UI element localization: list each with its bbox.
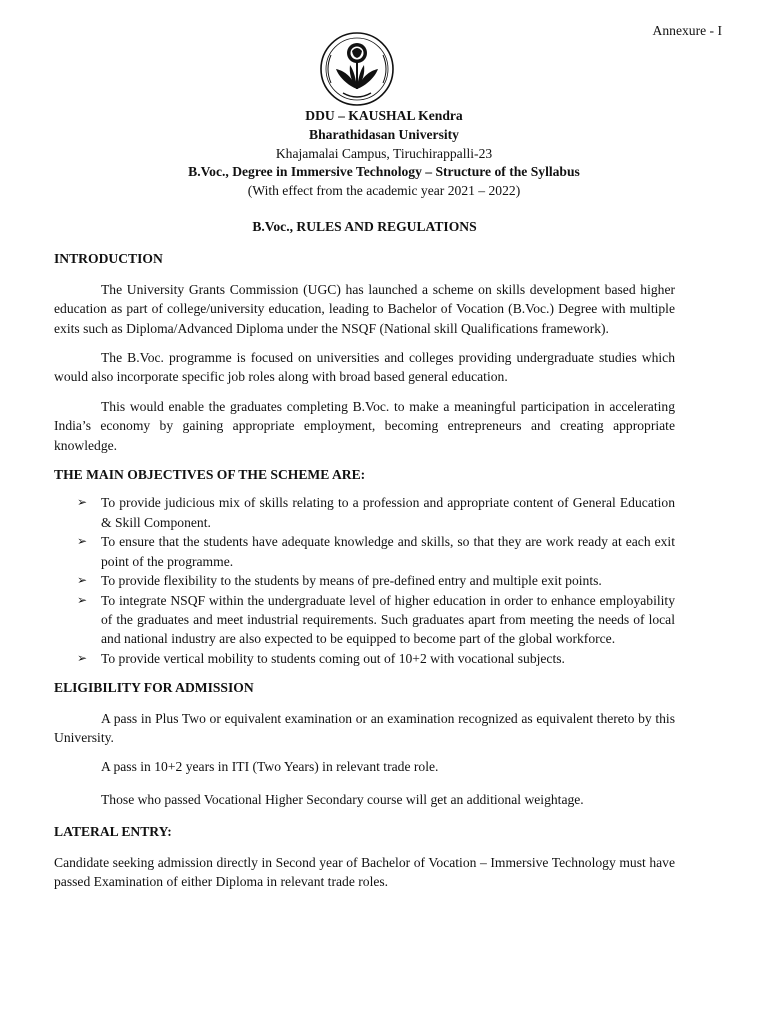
document-title: B.Voc., RULES AND REGULATIONS bbox=[252, 219, 477, 234]
eligibility-paragraph: Those who passed Vocational Higher Secondary course will get an additional weightage. bbox=[101, 791, 584, 807]
objective-item bbox=[54, 493, 675, 532]
arrow-bullet-icon: ➢ bbox=[77, 534, 88, 549]
header-effective-year: (With effect from the academic year 2021 – 2022) bbox=[247, 183, 521, 199]
eligibility-paragraph: A pass in Plus Two or equivalent examination or an examination recognized as equivalent thereto by this University. bbox=[54, 710, 675, 745]
arrow-bullet-icon: ➢ bbox=[77, 495, 88, 510]
arrow-bullet-icon: ➢ bbox=[77, 573, 88, 588]
lateral-entry-heading: LATERAL ENTRY: bbox=[54, 824, 172, 840]
eligibility-heading: ELIGIBILITY FOR ADMISSION bbox=[54, 680, 254, 696]
header-university-name: Bharathidasan University bbox=[309, 126, 459, 142]
objective-text: To integrate NSQF within the undergraduate level of higher education in order to enhance employability of the graduates and meet industrial requirements. Such graduates apart from meeting the needs of local and national industry are also expected to be equipped to become part of the global workforce. bbox=[101, 592, 675, 647]
arrow-bullet-icon: ➢ bbox=[77, 592, 88, 607]
objective-item bbox=[54, 591, 675, 649]
objective-text: To provide flexibility to the students by means of pre-defined entry and multiple exit points. bbox=[101, 573, 602, 589]
objective-text: To provide vertical mobility to students coming out of 10+2 with vocational subjects. bbox=[101, 650, 565, 666]
annexure-label: Annexure - I bbox=[652, 23, 722, 38]
university-emblem-icon bbox=[319, 31, 395, 107]
introduction-paragraph: The B.Voc. programme is focused on universities and colleges providing undergraduate studies which would also incorporate specific job roles along with broad based general education. bbox=[54, 350, 675, 385]
header-centre-name: DDU – KAUSHAL Kendra bbox=[305, 108, 463, 123]
introduction-paragraph: This would enable the graduates completing B.Voc. to make a meaningful participation in accelerating India’s economy by gaining appropriate employment, becoming entrepreneurs and creating appropriate knowledge. bbox=[54, 398, 675, 453]
document-header bbox=[0, 107, 768, 201]
introduction-heading: INTRODUCTION bbox=[54, 251, 163, 267]
header-programme-title: B.Voc., Degree in Immersive Technology – Structure of the Syllabus bbox=[188, 164, 580, 180]
eligibility-paragraph: A pass in 10+2 years in ITI (Two Years) in relevant trade role. bbox=[101, 759, 439, 775]
lateral-entry-paragraph: Candidate seeking admission directly in Second year of Bachelor of Vocation – Immersive Technology must have passed Examination of either Diploma in relevant trade roles. bbox=[54, 854, 675, 889]
objective-item bbox=[54, 571, 675, 590]
header-campus-address: Khajamalai Campus, Tiruchirappalli-23 bbox=[275, 145, 493, 161]
objective-item bbox=[54, 649, 675, 668]
document-body bbox=[54, 217, 675, 901]
objectives-heading: THE MAIN OBJECTIVES OF THE SCHEME ARE: bbox=[54, 467, 366, 483]
objective-text: To ensure that the students have adequate knowledge and skills, so that they are work ready at each exit point of the programme. bbox=[101, 534, 675, 569]
objectives-list bbox=[54, 493, 675, 668]
introduction-paragraph: The University Grants Commission (UGC) has launched a scheme on skills development based higher education as part of college/university education, leading to Bachelor of Vocation (B.Voc.) Degree with multiple exits such as Diploma/Advanced Diploma under the NSQF (National skill Qualifications framework). bbox=[54, 281, 675, 336]
objective-item bbox=[54, 532, 675, 571]
arrow-bullet-icon: ➢ bbox=[77, 650, 88, 665]
objective-text: To provide judicious mix of skills relating to a profession and appropriate content of General Education & Skill Component. bbox=[101, 495, 675, 530]
